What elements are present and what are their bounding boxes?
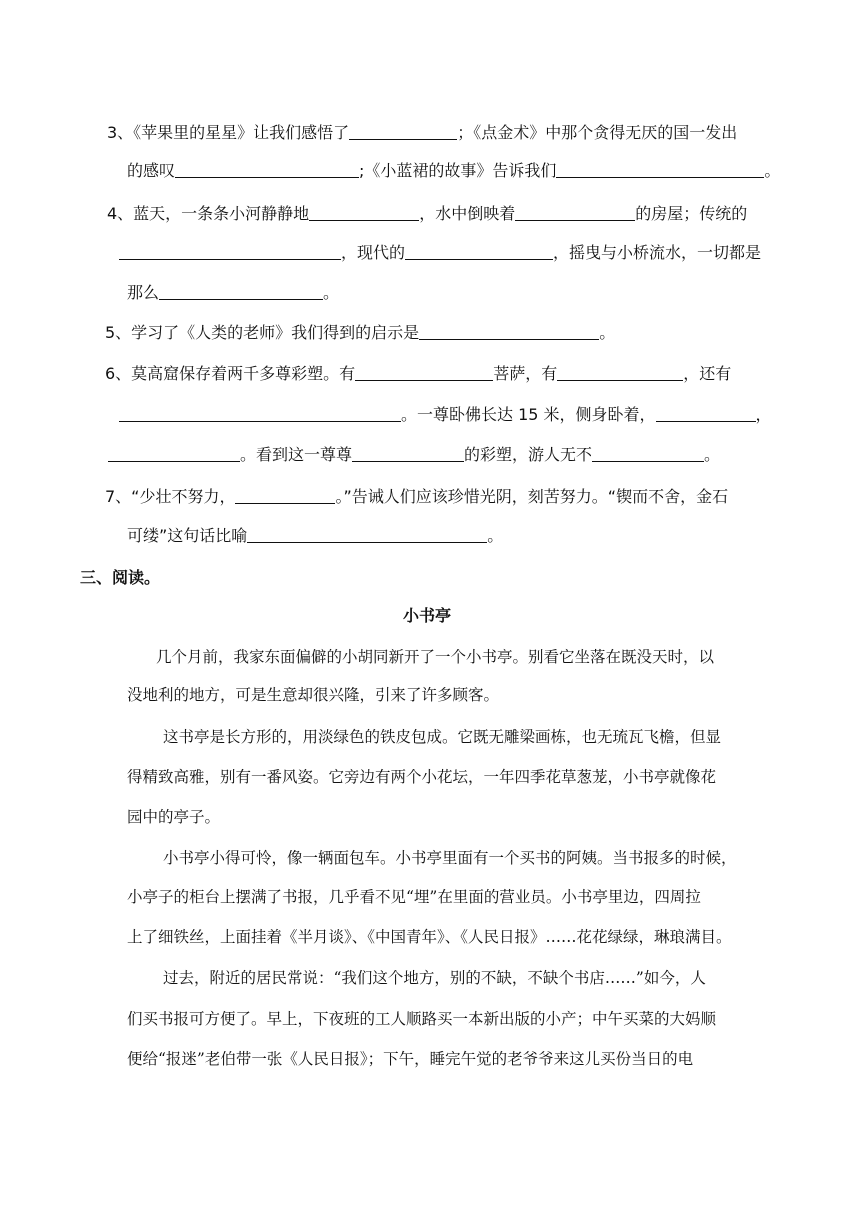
q6-text: 的彩塑，游人无不	[464, 445, 593, 464]
q3-text: ；《点金术》中那个贪得无厌的国一发出	[457, 123, 738, 142]
answer-blank[interactable]	[119, 406, 401, 422]
passage-line: 几个月前，我家东面偏僻的小胡同新开了一个小书亭。别看它坐落在既没天时，以	[156, 648, 715, 666]
q7-text: 7、“少壮不努力，	[105, 487, 236, 506]
answer-blank[interactable]	[352, 446, 464, 462]
q3-text: ;《小蓝裙的故事》告诉我们	[359, 161, 557, 180]
q6-line-1	[105, 364, 731, 384]
q6-text: 。看到这一尊尊	[240, 445, 353, 464]
answer-blank[interactable]	[592, 446, 704, 462]
answer-blank[interactable]	[108, 446, 240, 462]
q4-line-3	[127, 283, 339, 303]
answer-blank[interactable]	[309, 205, 419, 221]
q3-text: 。	[764, 161, 781, 180]
q7-line-1	[105, 487, 728, 507]
q5-text: 5、学习了《人类的老师》我们得到的启示是	[105, 323, 420, 342]
answer-blank[interactable]	[557, 365, 683, 381]
q7-text: 。	[487, 526, 504, 545]
passage-line: 没地利的地方，可是生意却很兴隆，引来了许多顾客。	[127, 686, 500, 704]
q4-line-2	[119, 243, 761, 263]
q3-text: 3、《苹果里的星星》让我们感悟了	[107, 123, 350, 142]
answer-blank[interactable]	[405, 244, 553, 260]
passage-line: 过去，附近的居民常说：“我们这个地方，别的不缺，不缺个书店……”如今，人	[163, 969, 706, 987]
section-heading: 三、阅读。	[80, 568, 161, 587]
q6-line-3	[108, 445, 720, 465]
answer-blank[interactable]	[175, 162, 359, 178]
q7-text: 。”告诫人们应该珍惜光阴，刻苦努力。“锲而不舍，金石	[335, 487, 729, 506]
q4-text: 那么	[127, 283, 160, 302]
q5-line-1	[105, 323, 615, 343]
q3-line-1	[107, 123, 737, 143]
q3-line-2	[127, 161, 780, 181]
passage-line: 便给“报迷”老伯带一张《人民日报》；下午，睡完午觉的老爷爷来这儿买份当日的电	[127, 1050, 694, 1068]
q6-text: 。	[704, 445, 721, 464]
answer-blank[interactable]	[355, 365, 493, 381]
passage-line: 这书亭是长方形的，用淡绿色的铁皮包成。它既无雕梁画栋，也无琉瓦飞檐，但显	[163, 728, 722, 746]
passage-line: 小亭子的柜台上摆满了书报，几乎看不见“埋”在里面的营业员。小书亭里边，四周拉	[127, 888, 701, 906]
answer-blank[interactable]	[235, 488, 335, 504]
answer-blank[interactable]	[159, 284, 323, 300]
passage-line: 小书亭小得可怜，像一辆面包车。小书亭里面有一个买书的阿姨。当书报多的时候，	[163, 849, 737, 867]
answer-blank[interactable]	[119, 244, 341, 260]
answer-blank[interactable]	[419, 324, 599, 340]
q4-line-1	[107, 204, 747, 224]
q4-text: 。	[323, 283, 340, 302]
q6-text: ，	[755, 405, 772, 424]
passage-line: 们买书报可方便了。早上，下夜班的工人顺路买一本新出版的小产；中午买菜的大妈顺	[127, 1010, 717, 1028]
passage-line: 得精致高雅，别有一番风姿。它旁边有两个小花坛，一年四季花草葱茏，小书亭就像花	[127, 768, 717, 786]
q6-text: 菩萨，有	[493, 364, 558, 383]
q7-text: 可缕”这句话比喻	[127, 526, 248, 545]
passage-title: 小书亭	[403, 606, 452, 625]
q4-text: ，摇曳与小桥流水，一切都是	[553, 243, 762, 262]
q6-text: 。一尊卧佛长达 15 米，侧身卧着，	[401, 405, 656, 424]
answer-blank[interactable]	[247, 527, 487, 543]
answer-blank[interactable]	[349, 124, 457, 140]
answer-blank[interactable]	[515, 205, 635, 221]
passage-line: 园中的亭子。	[127, 808, 221, 826]
q4-text: 4、蓝天，一条条小河静静地	[107, 204, 310, 223]
q3-text: 的感叹	[127, 161, 176, 180]
q5-text: 。	[599, 323, 616, 342]
q4-text: ，水中倒映着	[419, 204, 516, 223]
answer-blank[interactable]	[556, 162, 764, 178]
q6-text: 6、莫高窟保存着两千多尊彩塑。有	[105, 364, 356, 383]
q6-text: ，还有	[683, 364, 732, 383]
passage-line: 上了细铁丝，上面挂着《半月谈》、《中国青年》、《人民日报》……花花绿绿，琳琅满目。	[127, 928, 732, 946]
q4-text: ，现代的	[341, 243, 406, 262]
answer-blank[interactable]	[656, 406, 756, 422]
q7-line-2	[127, 526, 503, 546]
q6-line-2	[119, 405, 772, 425]
q4-text: 的房屋；传统的	[635, 204, 748, 223]
